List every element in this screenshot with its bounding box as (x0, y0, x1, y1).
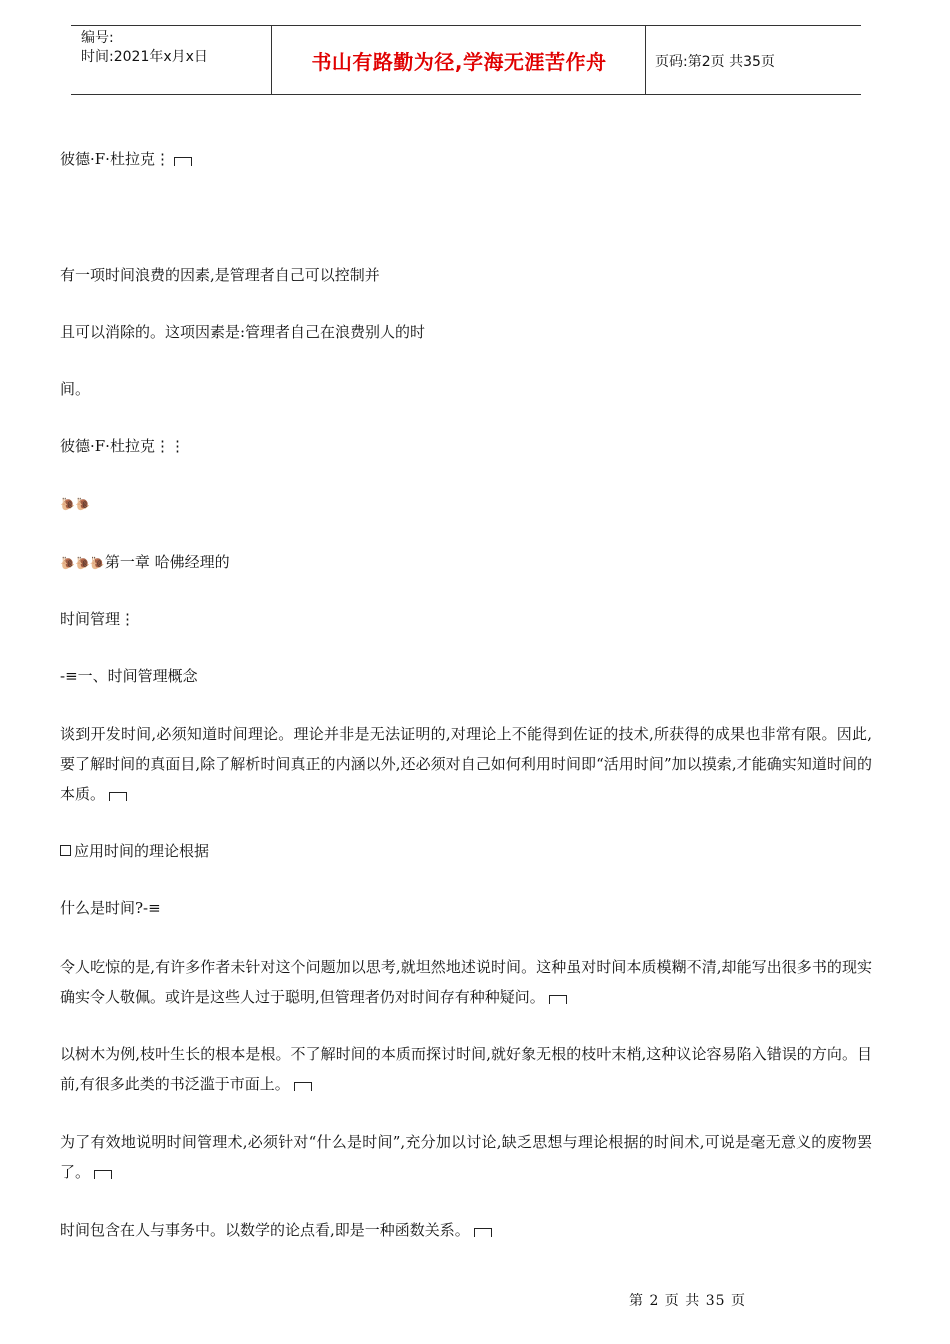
subsection-heading: 应用时间的理论根据 (60, 836, 209, 866)
number-label: 编号: (81, 30, 114, 46)
body-paragraph: 时间包含在人与事务中。以数学的论点看,即是一种函数关系。 (60, 1215, 872, 1245)
quote-line: 有一项时间浪费的因素,是管理者自己可以控制并 (60, 266, 380, 284)
subsection-question: 什么是时间?-≡ (60, 899, 161, 917)
quote-author-line: 彼德·F·杜拉克⋮⋮ (60, 437, 185, 455)
quote-line: 且可以消除的。这项因素是:管理者自己在浪费别人的时 (60, 323, 426, 341)
body-paragraph: 谈到开发时间,必须知道时间理论。理论并非是无法证明的,对理论上不能得到佐证的技术,所获得的成果也非常有限。因此,要了解时间的真面目,除了解析时间真正的内涵以外,还必须对自己如何利用时间即“活用时间”加以摸索,才能确实知道时间的本质。 (60, 725, 872, 803)
section-heading: -≡一、时间管理概念 (60, 667, 198, 685)
paragraph-mark-icon (109, 792, 127, 801)
body-paragraph: 以树木为例,枝叶生长的根本是根。不了解时间的本质而探讨时间,就好象无根的枝叶末梢,这种议论容易陷入错误的方向。目前,有很多此类的书泛滥于市面上。 (60, 1045, 872, 1093)
date-label: 时间:2021年x月x日 (81, 49, 208, 65)
paragraph-mark-icon (549, 995, 567, 1004)
header-motto: 书山有路勤为径,学海无涯苦作舟 (311, 50, 607, 74)
paragraph-mark-icon (474, 1228, 492, 1237)
quote-author-line: 彼德·F·杜拉克⋮ (60, 144, 192, 174)
paragraph-mark-icon (94, 1170, 112, 1179)
checkbox-icon (60, 845, 71, 856)
quote-line: 间。 (60, 380, 91, 398)
body-paragraph: 为了有效地说明时间管理术,必须针对“什么是时间”,充分加以讨论,缺乏思想与理论根据的时间术,可说是毫无意义的废物罢了。 (60, 1133, 872, 1181)
header-meta (81, 29, 208, 67)
paragraph-mark-icon (294, 1082, 312, 1091)
header-divider (645, 26, 646, 94)
decorative-symbols: 🐌🐌🐌 (60, 556, 105, 570)
document-header (71, 25, 861, 95)
body-paragraph: 令人吃惊的是,有许多作者未针对这个问题加以思考,就坦然地述说时间。这种虽对时间本质模糊不清,却能写出很多书的现实确实令人敬佩。或许是这些人过于聪明,但管理者仍对时间存有种种疑问。 (60, 958, 872, 1006)
paragraph-mark-icon (174, 157, 192, 166)
chapter-title: 🐌🐌🐌第一章 哈佛经理的 (60, 553, 230, 571)
decorative-symbols: 🐌🐌 (60, 497, 90, 511)
header-page-info: 页码:第2页 共35页 (655, 54, 775, 70)
chapter-title-cont: 时间管理⋮ (60, 610, 136, 628)
page-footer: 第 2 页 共 35 页 (629, 1293, 746, 1309)
